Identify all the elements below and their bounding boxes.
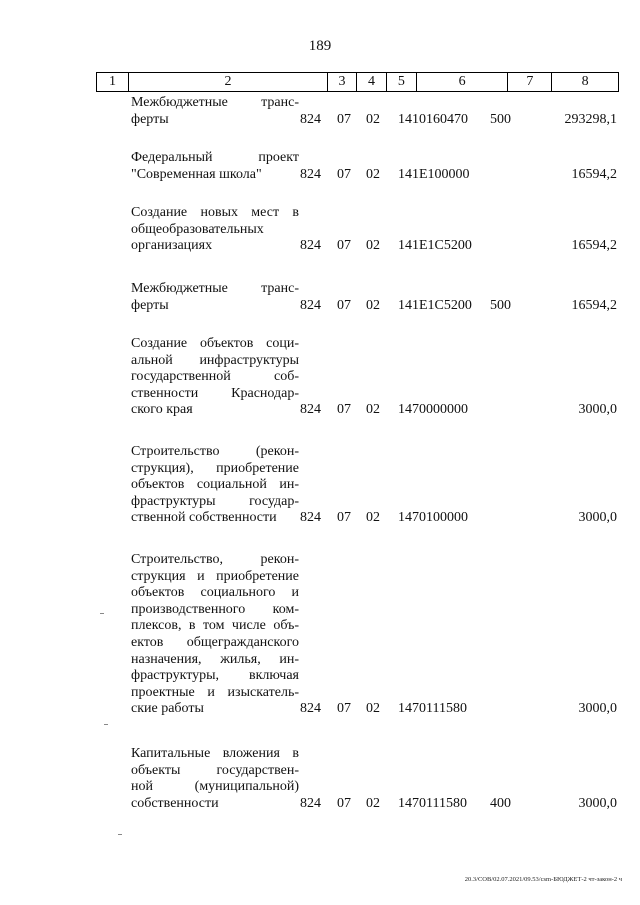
- cell-c4: 07: [337, 111, 351, 127]
- cell-c3: 824: [300, 111, 321, 127]
- header-col-3: 3: [328, 73, 357, 91]
- table-row: [0, 552, 640, 718]
- row-name-line: проектные и изыскатель-: [131, 684, 299, 700]
- cell-c4: 07: [337, 238, 351, 254]
- row-name-line: альной инфраструктуры: [131, 352, 299, 368]
- row-name-line: ектов общегражданского: [131, 634, 299, 650]
- cell-c5: 02: [366, 238, 380, 254]
- row-name: [131, 336, 299, 419]
- row-name: [131, 444, 299, 527]
- table-row: [0, 205, 640, 255]
- cell-c3: 824: [300, 701, 321, 717]
- header-col-6: 6: [417, 73, 509, 91]
- row-name-line: ной (муниципальной): [131, 779, 299, 795]
- cell-c8: 3000,0: [578, 510, 617, 526]
- cell-c5: 02: [366, 795, 380, 811]
- cell-c4: 07: [337, 297, 351, 313]
- row-name-line: струкция и приобретение: [131, 568, 299, 584]
- row-name-line: плексов, в том числе объ-: [131, 618, 299, 634]
- cell-c5: 02: [366, 510, 380, 526]
- row-name-line: Федеральный проект: [131, 150, 299, 165]
- row-name: [131, 281, 299, 314]
- table-header: [96, 72, 619, 92]
- table-row: [0, 281, 640, 314]
- row-name-line: фраструктуры государ-: [131, 493, 299, 509]
- margin-mark: [118, 834, 122, 835]
- table-row: [0, 746, 640, 812]
- header-col-1: 1: [97, 73, 129, 91]
- row-name-line: общеобразовательных: [131, 221, 264, 237]
- cell-c4: 07: [337, 701, 351, 717]
- row-name: [131, 150, 299, 183]
- margin-mark: [100, 613, 104, 614]
- cell-c3: 824: [300, 238, 321, 254]
- row-name-line: производственного ком-: [131, 601, 299, 617]
- cell-c6: 1470111580: [398, 701, 467, 717]
- row-name-line: ферты: [131, 297, 169, 313]
- table-row: [0, 444, 640, 527]
- row-name-line: государственной соб-: [131, 369, 299, 385]
- cell-c3: 824: [300, 166, 321, 182]
- row-name-line: ственной собственности: [131, 510, 277, 526]
- row-name-line: Межбюджетные транс-: [131, 95, 299, 110]
- cell-c4: 07: [337, 510, 351, 526]
- row-name-line: ственности Краснодар-: [131, 385, 299, 401]
- row-name-line: объекты государствен-: [131, 762, 299, 778]
- row-name-line: ского края: [131, 402, 193, 418]
- row-name-line: фраструктуры, включая: [131, 668, 299, 684]
- header-col-4: 4: [357, 73, 387, 91]
- header-col-5: 5: [387, 73, 417, 91]
- cell-c4: 07: [337, 795, 351, 811]
- margin-mark: [104, 724, 108, 725]
- cell-c5: 02: [366, 297, 380, 313]
- cell-c5: 02: [366, 166, 380, 182]
- row-name-line: Создание объектов соци-: [131, 336, 299, 351]
- cell-c3: 824: [300, 510, 321, 526]
- cell-c6: 1410160470: [398, 111, 468, 127]
- row-name-line: ские работы: [131, 701, 204, 717]
- cell-c3: 824: [300, 795, 321, 811]
- cell-c8: 16594,2: [571, 297, 617, 313]
- row-name-line: организациях: [131, 238, 213, 254]
- table-row: [0, 95, 640, 128]
- row-name-line: Строительство (рекон-: [131, 444, 299, 459]
- header-col-8: 8: [581, 74, 589, 89]
- cell-c8: 3000,0: [578, 795, 617, 811]
- table-row: [0, 336, 640, 419]
- cell-c4: 07: [337, 402, 351, 418]
- cell-c6: 1470100000: [398, 510, 468, 526]
- row-name-line: струкция), приобретение: [131, 460, 299, 476]
- row-name-line: собственности: [131, 795, 219, 811]
- table-row: [0, 150, 640, 183]
- cell-c3: 824: [300, 402, 321, 418]
- cell-c7: 500: [490, 111, 511, 127]
- cell-c7: 400: [490, 795, 511, 811]
- row-name-line: Создание новых мест в: [131, 205, 299, 220]
- cell-c8: 16594,2: [571, 238, 617, 254]
- header-col-7: 7: [508, 73, 552, 91]
- row-name-line: "Современная школа": [131, 166, 262, 182]
- row-name-line: ферты: [131, 111, 169, 127]
- row-name-line: Строительство, рекон-: [131, 552, 299, 567]
- cell-c8: 16594,2: [571, 166, 617, 182]
- cell-c4: 07: [337, 166, 351, 182]
- header-col-2: 2: [129, 73, 328, 91]
- cell-c6: 141E1C5200: [398, 238, 472, 254]
- row-name-line: Межбюджетные транс-: [131, 281, 299, 296]
- row-name: [131, 95, 299, 128]
- row-name: [131, 552, 299, 718]
- row-name-line: назначения, жилья, ин-: [131, 651, 299, 667]
- cell-c7: 500: [490, 297, 511, 313]
- row-name-line: объектов социального и: [131, 585, 299, 601]
- page-number: 189: [308, 38, 332, 54]
- row-name: [131, 205, 299, 255]
- cell-c6: 1470111580: [398, 795, 467, 811]
- row-name: [131, 746, 299, 812]
- cell-c6: 1470000000: [398, 402, 468, 418]
- cell-c8: 293298,1: [564, 111, 617, 127]
- cell-c6: 141E100000: [398, 166, 470, 182]
- footer-code: 20.3/СОВ/02.07.2021/09.53/csm-БЮДЖЕТ-2 чт-закон-2 ч: [464, 876, 622, 883]
- cell-c8: 3000,0: [578, 402, 617, 418]
- cell-c5: 02: [366, 402, 380, 418]
- row-name-line: Капитальные вложения в: [131, 746, 299, 761]
- cell-c3: 824: [300, 297, 321, 313]
- row-name-line: объектов социальной ин-: [131, 477, 299, 493]
- cell-c5: 02: [366, 701, 380, 717]
- cell-c8: 3000,0: [578, 701, 617, 717]
- cell-c6: 141E1C5200: [398, 297, 472, 313]
- cell-c5: 02: [366, 111, 380, 127]
